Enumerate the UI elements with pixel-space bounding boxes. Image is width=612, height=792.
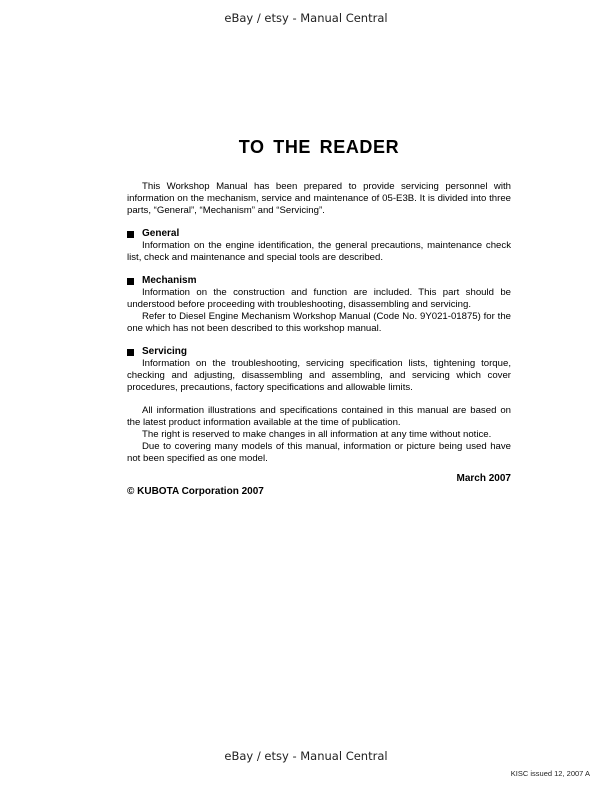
square-bullet-icon — [127, 278, 134, 285]
page-title: TO THE READER — [238, 137, 400, 157]
footer-watermark: eBay / etsy - Manual Central — [224, 749, 388, 763]
intro-paragraph: This Workshop Manual has been prepared to provide servicing personnel with information on the mechanism, service and maintenance of 05-E3B. It is divided into three parts, “General”, “Mechanism” and “Servicing”. — [127, 181, 511, 216]
section-heading-text: Mechanism — [142, 275, 197, 286]
document-body — [127, 181, 511, 498]
closing-paragraph: The right is reserved to make changes in all information at any time without notice. — [142, 429, 492, 440]
section-heading — [127, 346, 511, 358]
section-mechanism — [127, 275, 511, 335]
section-heading-text: General — [142, 228, 180, 239]
copyright-notice: © KUBOTA Corporation 2007 — [127, 486, 264, 497]
section-heading — [127, 228, 511, 240]
section-heading — [127, 275, 511, 287]
closing-notes — [127, 405, 511, 465]
section-heading-text: Servicing — [142, 346, 188, 357]
closing-paragraph: All information illustrations and specifications contained in this manual are based on the latest product information available at the time of publication. — [127, 405, 511, 428]
section-paragraph: Refer to Diesel Engine Mechanism Workshop Manual (Code No. 9Y021-01875) for the one which has not been described to this workshop manual. — [127, 311, 511, 334]
square-bullet-icon — [127, 349, 134, 356]
header-watermark: eBay / etsy - Manual Central — [224, 11, 388, 25]
section-paragraph: Information on the troubleshooting, servicing specification lists, tightening torque, checking and adjusting, disassembling and assembling, and servicing which cover procedures, precautions, factory specifications and allowable limits. — [127, 358, 511, 393]
publication-date: March 2007 — [456, 473, 511, 484]
section-body — [127, 240, 511, 264]
section-body — [127, 358, 511, 394]
closing-paragraph: Due to covering many models of this manual, information or picture being used have not been specified as one model. — [127, 441, 511, 464]
section-general — [127, 228, 511, 264]
section-body — [127, 287, 511, 335]
section-paragraph: Information on the engine identification, the general precautions, maintenance check list, check and maintenance and special tools are described. — [127, 240, 511, 263]
issue-code: KISC issued 12, 2007 A — [510, 769, 590, 778]
section-paragraph: Information on the construction and function are included. This part should be understood before proceeding with troubleshooting, disassembling and servicing. — [127, 287, 511, 310]
square-bullet-icon — [127, 231, 134, 238]
section-servicing — [127, 346, 511, 394]
